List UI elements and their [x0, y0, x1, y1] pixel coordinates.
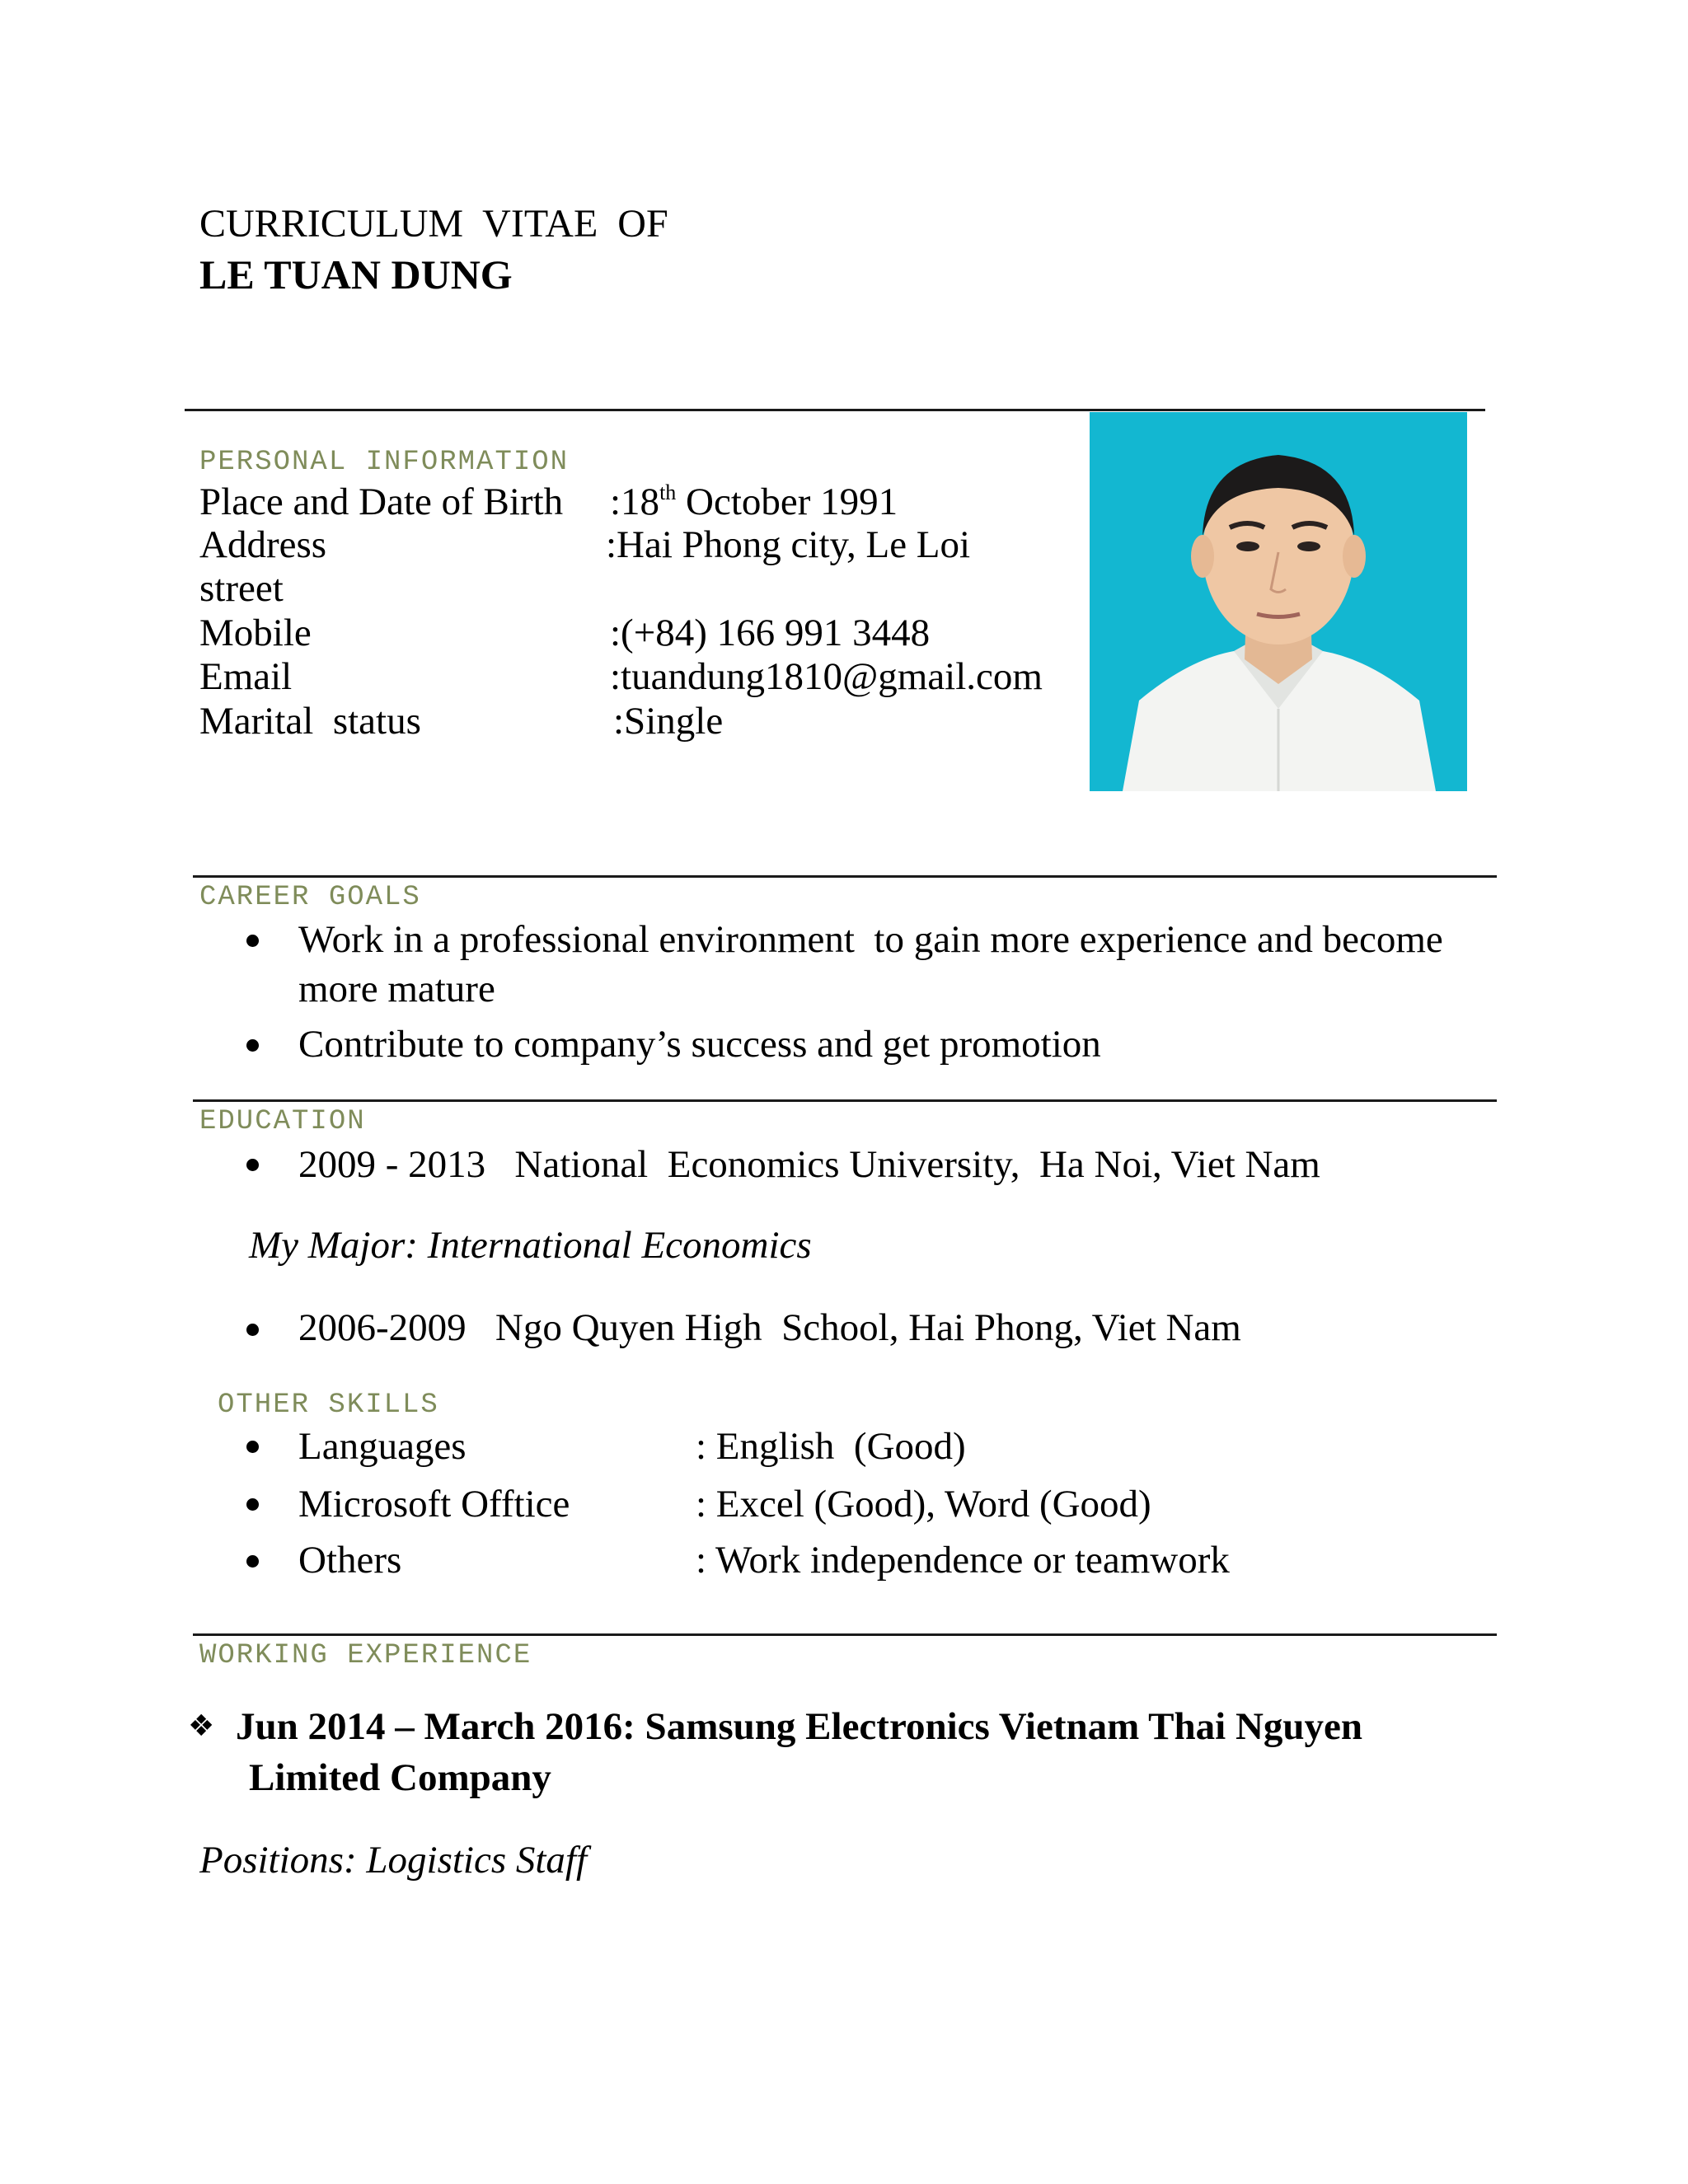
- cv-title-line: CURRICULUM VITAE OF: [199, 202, 668, 246]
- value-mobile: :(+84) 166 991 3448: [610, 612, 931, 654]
- label-mobile: Mobile: [199, 612, 312, 654]
- experience-entry-line1: Jun 2014 – March 2016: Samsung Electronics Vietnam Thai Nguyen: [236, 1705, 1363, 1748]
- bullet-icon: [246, 1498, 259, 1511]
- education-major: My Major: International Economics: [249, 1224, 812, 1267]
- section-heading-experience: WORKING EXPERIENCE: [199, 1640, 532, 1671]
- divider-career: [193, 875, 1497, 878]
- bullet-icon: [246, 935, 259, 947]
- skill-office-label: Microsoft Offtice: [298, 1483, 570, 1526]
- bullet-icon: [246, 1159, 259, 1171]
- career-goal-2: Contribute to company’s success and get promotion: [298, 1023, 1101, 1066]
- education-item-highschool: 2006-2009 Ngo Quyen High School, Hai Phong, Viet Nam: [298, 1306, 1241, 1349]
- value-birth-rest: October 1991: [676, 480, 898, 523]
- section-heading-personal: PERSONAL INFORMATION: [199, 447, 570, 478]
- value-birth: [610, 480, 898, 523]
- value-marital-status: :Single: [613, 700, 724, 743]
- label-address: Address: [199, 523, 327, 566]
- cv-name: LE TUAN DUNG: [199, 251, 513, 298]
- skill-languages-value: : English (Good): [696, 1425, 966, 1468]
- bullet-icon: [246, 1039, 259, 1052]
- section-heading-career: CAREER GOALS: [199, 882, 421, 913]
- skill-office-value: : Excel (Good), Word (Good): [696, 1483, 1151, 1526]
- value-birth-sup: th: [659, 480, 677, 504]
- experience-position: Positions: Logistics Staff: [199, 1839, 588, 1882]
- divider-education: [193, 1099, 1497, 1102]
- value-address-continuation: street: [199, 567, 284, 610]
- career-goal-1-line2: more mature: [298, 968, 495, 1010]
- label-marital-status: Marital status: [199, 700, 421, 743]
- value-email: :tuandung1810@gmail.com: [610, 655, 1043, 698]
- experience-entry-line2: Limited Company: [249, 1756, 551, 1799]
- education-item-university: 2009 - 2013 National Economics University, Ha Noi, Viet Nam: [298, 1143, 1320, 1186]
- skill-others-value: : Work independence or teamwork: [696, 1539, 1230, 1582]
- section-heading-education: EDUCATION: [199, 1106, 366, 1137]
- bullet-icon: [246, 1555, 259, 1568]
- value-address: :Hai Phong city, Le Loi: [606, 523, 971, 566]
- section-heading-skills: OTHER SKILLS: [218, 1390, 439, 1421]
- career-goal-1-line1: Work in a professional environment to gain more experience and become: [298, 918, 1443, 961]
- divider-personal: [185, 409, 1485, 411]
- label-birth: Place and Date of Birth: [199, 480, 564, 523]
- bullet-icon: [246, 1324, 259, 1336]
- skill-others-label: Others: [298, 1539, 402, 1582]
- profile-photo: [1090, 412, 1467, 791]
- bullet-icon: [246, 1441, 259, 1453]
- label-email: Email: [199, 655, 293, 698]
- divider-experience: [193, 1633, 1497, 1636]
- value-birth-day: :18: [610, 480, 660, 523]
- diamond-bullet-icon: ❖: [188, 1709, 215, 1743]
- skill-languages-label: Languages: [298, 1425, 467, 1468]
